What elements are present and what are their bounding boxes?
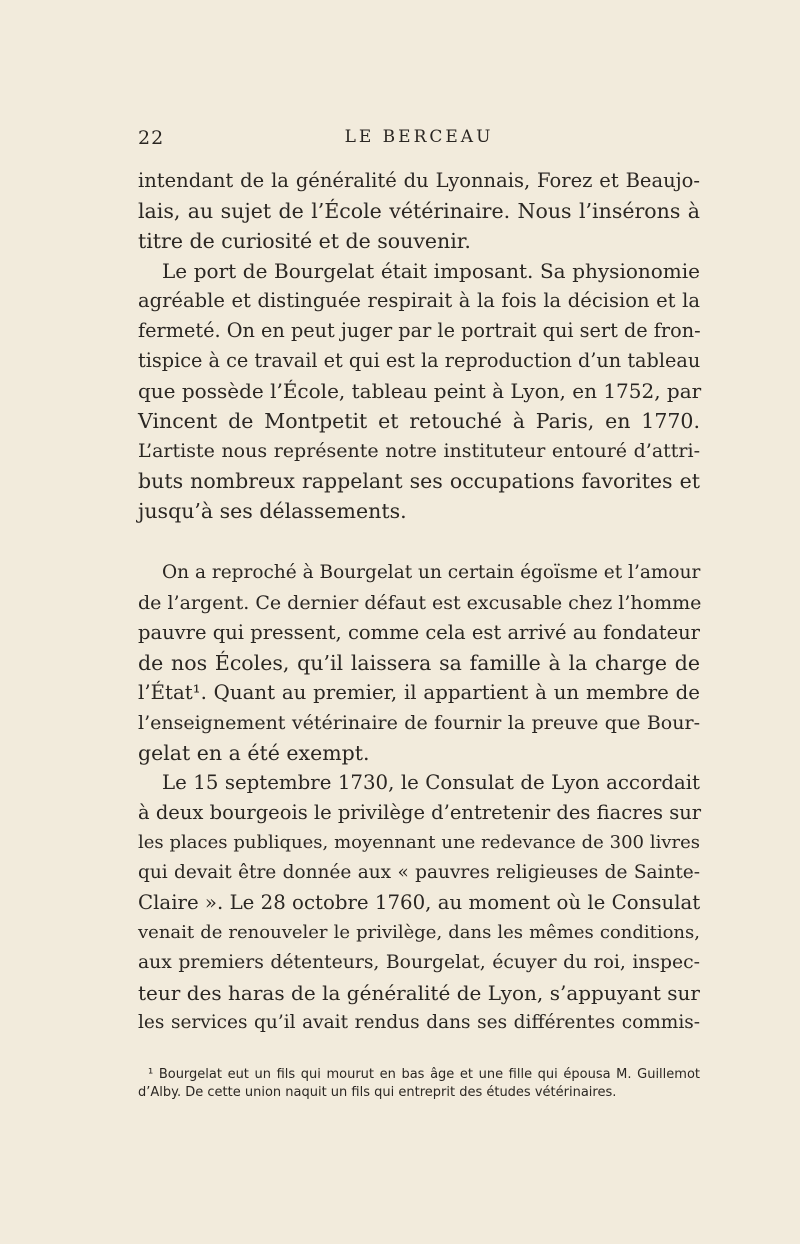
text-line: lais, au sujet de l’École vétérinaire. Nous l’insérons à <box>138 199 700 223</box>
text-line: de nos Écoles, qu’il laissera sa famille à la charge de <box>138 651 700 675</box>
page-header <box>138 127 700 155</box>
text-line: Le 15 septembre 1730, le Consulat de Lyon accordait <box>162 771 700 794</box>
text-line: agréable et distinguée respirait à la fois la décision et la <box>138 289 700 312</box>
text-line: de l’argent. Ce dernier défaut est excusable chez l’homme <box>138 592 702 614</box>
text-line: aux premiers détenteurs, Bourgelat, écuyer du roi, inspec- <box>138 952 700 973</box>
text-line: buts nombreux rappelant ses occupations favorites et <box>138 469 700 493</box>
text-line: qui devait être donnée aux « pauvres religieuses de Sainte- <box>138 862 700 883</box>
text-line: Vincent de Montpetit et retouché à Paris, en 1770. <box>138 409 700 433</box>
text-line: gelat en a été exempt. <box>138 741 370 765</box>
text-line: que possède l’École, tableau peint à Lyon, en 1752, par <box>138 379 702 403</box>
text-line: fermeté. On en peut juger par le portrait qui sert de fron- <box>138 319 701 342</box>
text-line: On a reproché à Bourgelat un certain égoïsme et l’amour <box>162 562 701 583</box>
page-number: 22 <box>138 127 165 149</box>
text-line: Le port de Bourgelat était imposant. Sa physionomie <box>162 259 700 283</box>
text-line: l’enseignement vétérinaire de fournir la preuve que Bour- <box>138 712 700 734</box>
text-line: teur des haras de la généralité de Lyon, s’appuyant sur <box>138 981 700 1005</box>
running-title: LE BERCEAU <box>344 127 494 147</box>
footnote-line: ¹ Bourgelat eut un fils qui mourut en bas âge et une fille qui épousa M. Guillemot <box>148 1067 700 1082</box>
text-line: l’État¹. Quant au premier, il appartient à un membre de <box>138 681 700 704</box>
text-line: jusqu’à ses délassements. <box>138 499 407 523</box>
text-line: Claire ». Le 28 octobre 1760, au moment où le Consulat <box>138 891 701 914</box>
footnote-line: d’Alby. De cette union naquit un fils qui entreprit des études vétérinaires. <box>138 1085 617 1100</box>
text-line: titre de curiosité et de souvenir. <box>138 229 471 253</box>
text-line: L’artiste nous représente notre instituteur entouré d’attri- <box>138 440 700 462</box>
text-line: intendant de la généralité du Lyonnais, Forez et Beaujo- <box>138 169 700 192</box>
text-line: tispice à ce travail et qui est la reproduction d’un tableau <box>138 349 701 372</box>
text-line: les services qu’il avait rendus dans ses différentes commis- <box>138 1012 700 1033</box>
text-line: pauvre qui pressent, comme cela est arrivé au fondateur <box>138 621 700 644</box>
text-line: les places publiques, moyennant une redevance de 300 livres <box>138 832 700 853</box>
text-line: venait de renouveler le privilège, dans les mêmes conditions, <box>138 922 700 943</box>
text-line: à deux bourgeois le privilège d’entretenir des fiacres sur <box>138 801 702 824</box>
